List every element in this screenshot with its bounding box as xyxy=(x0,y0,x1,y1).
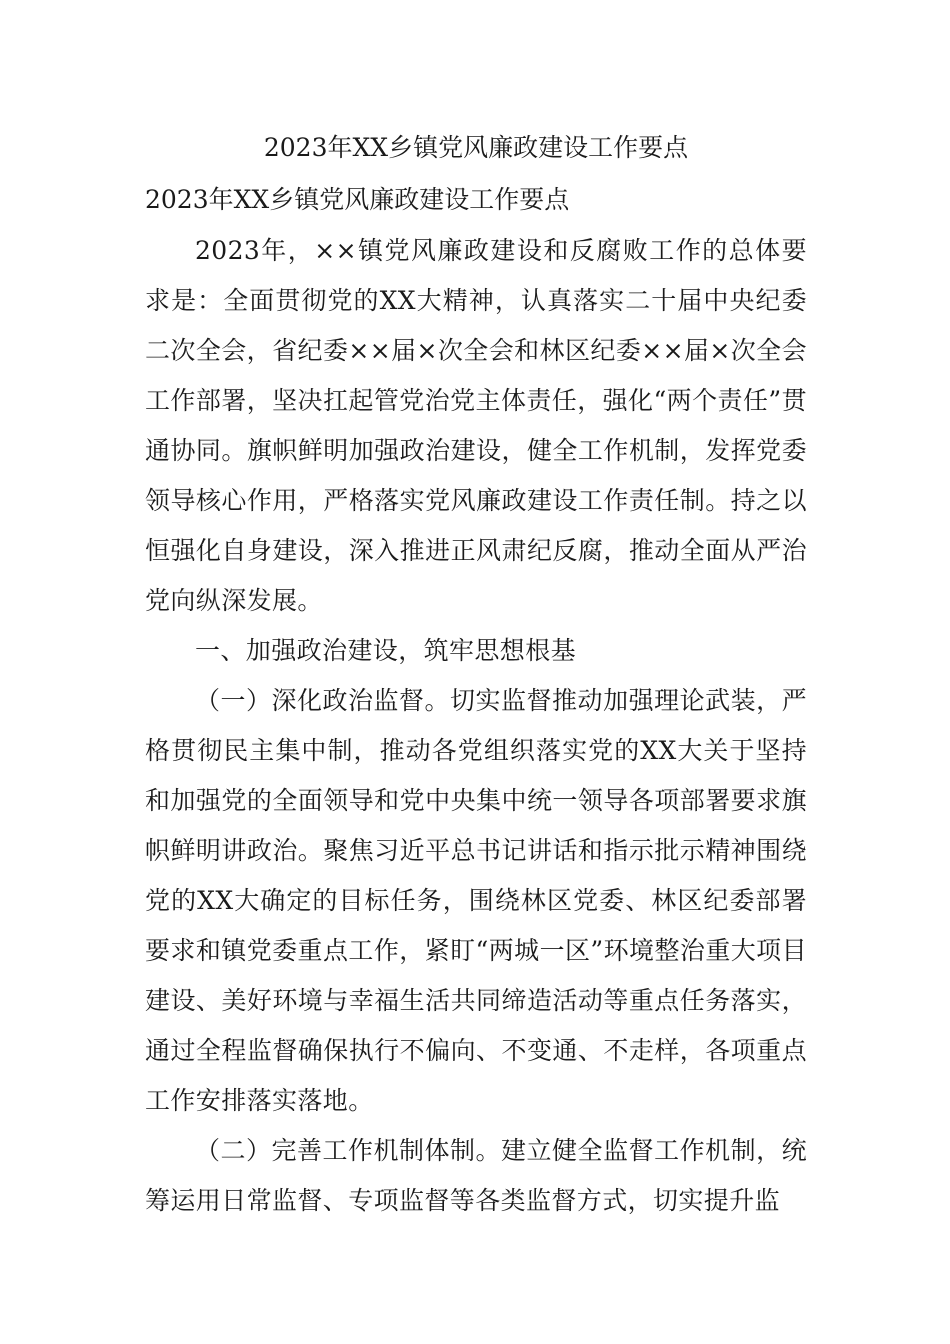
section-heading: 一、加强政治建设，筑牢思想根基 xyxy=(195,636,577,665)
item-paragraph-1: （一）深化政治监督。切实监督推动加强理论武装，严格贯彻民主集中制，推动各党组织落实党的XX大关于坚持和加强党的全面领导和党中央集中统一领导各项部署要求旗帜鲜明讲政治。聚焦习近平总书记讲话和指示批示精神围绕党的XX大确定的目标任务，围绕林区党委、林区纪委部署要求和镇党委重点工作，紧盯“两城一区”环境整治重大项目建设、美好环境与幸福生活共同缔造活动等重点任务落实，通过全程监督确保执行不偏向、不变通、不走样，各项重点工作安排落实落地。 xyxy=(145,686,807,1115)
intro-paragraph: 2023年，××镇党风廉政建设和反腐败工作的总体要求是：全面贯彻党的XX大精神，认真落实二十届中央纪委二次全会，省纪委××届×次全会和林区纪委××届×次全会工作部署，坚决扛起管党治党主体责任，强化“两个责任”贯通协同。旗帜鲜明加强政治建设，健全工作机制，发挥党委领导核心作用，严格落实党风廉政建设工作责任制。持之以恒强化自身建设，深入推进正风肃纪反腐，推动全面从严治党向纵深发展。 xyxy=(145,236,807,615)
item-paragraph-2: （二）完善工作机制体制。建立健全监督工作机制，统筹运用日常监督、专项监督等各类监督方式，切实提升监 xyxy=(145,1136,807,1215)
document-subtitle: 2023年XX乡镇党风廉政建设工作要点 xyxy=(145,185,570,214)
document-body xyxy=(145,122,807,1226)
document-title: 2023年XX乡镇党风廉政建设工作要点 xyxy=(263,133,689,162)
